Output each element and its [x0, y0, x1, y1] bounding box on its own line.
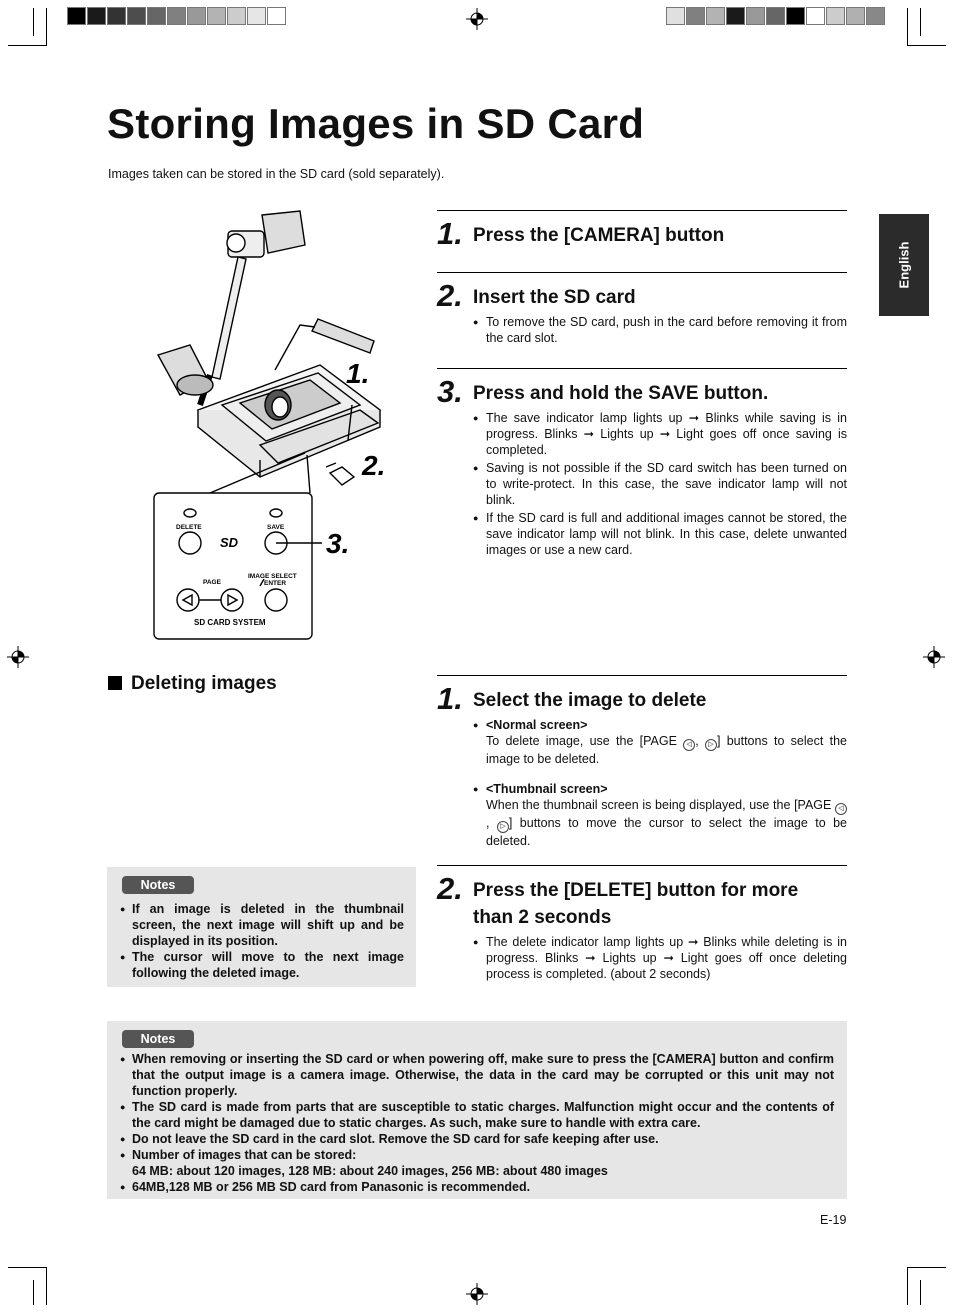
- color-swatch: [107, 7, 126, 25]
- thumbnail-screen-label: <Thumbnail screen>: [486, 782, 608, 796]
- divider: [437, 210, 847, 211]
- thumb-text-b: ] buttons to move the cursor to select the image to be deleted.: [486, 816, 847, 848]
- crop-mark: [920, 1280, 921, 1305]
- crop-mark: [8, 1267, 46, 1268]
- delete-step-1: [437, 683, 847, 851]
- step-1: [437, 218, 847, 249]
- color-swatch: [127, 7, 146, 25]
- step-number: 1.: [437, 681, 463, 716]
- step-3: [437, 376, 847, 560]
- step-2: [437, 280, 847, 348]
- color-swatch: [247, 7, 266, 25]
- color-swatch: [227, 7, 246, 25]
- visual-presenter-illustration: [150, 205, 410, 645]
- page-left-icon: ◁: [683, 739, 695, 751]
- save-label: SAVE: [267, 524, 285, 531]
- list-item: [120, 1147, 834, 1179]
- thumb-text-a: When the thumbnail screen is being displayed, use the [PAGE: [486, 798, 835, 812]
- image-select-label: IMAGE SELECT: [248, 573, 297, 580]
- color-swatch: [786, 7, 805, 25]
- color-swatch: [87, 7, 106, 25]
- divider: [437, 272, 847, 273]
- color-swatch: [746, 7, 765, 25]
- registration-mark: [466, 8, 488, 30]
- color-swatch: [726, 7, 745, 25]
- section-heading-text: Deleting images: [131, 673, 277, 694]
- normal-text-a: To delete image, use the [PAGE: [486, 734, 684, 748]
- list-item: ● Do not leave the SD card in the card slot. Remove the SD card for safe keeping after use.: [120, 1131, 834, 1147]
- separator: ,: [695, 734, 705, 748]
- step-heading: Insert the SD card: [473, 287, 636, 308]
- list-item: ● The SD card is made from parts that are susceptible to static charges. Malfunction might occur and the contents of the card might be damaged due to static charges. As such, make sure to handle with extra care.: [120, 1099, 834, 1131]
- storage-heading: Number of images that can be stored:: [132, 1148, 357, 1162]
- normal-screen-label: <Normal screen>: [486, 718, 588, 732]
- divider: [437, 865, 847, 866]
- crop-mark: [33, 1280, 34, 1305]
- color-swatch: [666, 7, 685, 25]
- crop-mark: [46, 1267, 47, 1305]
- crop-mark: [33, 8, 34, 36]
- notes-label: Notes: [122, 876, 194, 894]
- normal-text-b: ] buttons to select the image to be deleted.: [486, 734, 847, 766]
- callout-3: 3.: [326, 528, 350, 559]
- page-title: Storing Images in SD Card: [107, 100, 645, 147]
- color-swatch: [846, 7, 865, 25]
- callout-1: 1.: [346, 358, 370, 389]
- registration-mark: [7, 646, 29, 668]
- crop-mark: [907, 8, 908, 46]
- list-item: ● If an image is deleted in the thumbnail screen, the next image will shift up and be displayed in its position.: [120, 901, 404, 949]
- crop-mark: [907, 1267, 908, 1305]
- delete-label: DELETE: [176, 524, 202, 531]
- bottom-notes-box: [107, 1021, 847, 1199]
- list-item: [473, 717, 847, 767]
- color-swatch: [766, 7, 785, 25]
- step-number: 3.: [437, 374, 463, 409]
- step-heading: Press the [DELETE] button for more than 2 seconds: [473, 880, 799, 928]
- list-item: ● To remove the SD card, push in the card before removing it from the card slot.: [473, 314, 847, 346]
- color-swatch: [147, 7, 166, 25]
- color-swatch: [806, 7, 825, 25]
- delete-step-2: [437, 873, 847, 984]
- crop-mark: [8, 45, 46, 46]
- color-swatch: [187, 7, 206, 25]
- step-number: 1.: [437, 216, 463, 251]
- page-number: E-19: [820, 1213, 847, 1227]
- list-item: ● The cursor will move to the next image following the deleted image.: [120, 949, 404, 981]
- color-swatch: [167, 7, 186, 25]
- step-heading: Select the image to delete: [473, 690, 707, 711]
- step-number: 2.: [437, 278, 463, 313]
- language-tab: [879, 214, 929, 316]
- color-swatch: [67, 7, 86, 25]
- section-heading: [108, 673, 277, 695]
- enter-label: ENTER: [264, 580, 287, 587]
- language-tab-label: English: [896, 241, 912, 289]
- square-bullet-icon: [108, 676, 122, 690]
- storage-line: 64 MB: about 120 images, 128 MB: about 240 images, 256 MB: about 480 images: [132, 1164, 608, 1178]
- crop-mark: [908, 1267, 946, 1268]
- list-item: ● Saving is not possible if the SD card switch has been turned on to write-protect. In this case, the save indicator lamp will not blink.: [473, 460, 847, 508]
- list-item: ● The delete indicator lamp lights up ➞ Blinks while deleting is in progress. Blinks ➞ Lights up ➞ Light goes off once deleting process is completed. (about 2 seconds): [473, 934, 847, 982]
- notes-label: Notes: [122, 1030, 194, 1048]
- step-heading: Press the [CAMERA] button: [473, 225, 725, 246]
- color-swatch: [207, 7, 226, 25]
- crop-mark: [908, 45, 946, 46]
- sd-logo: SD: [220, 535, 239, 550]
- intro-text: Images taken can be stored in the SD card (sold separately).: [108, 167, 445, 181]
- page-left-icon: ◁: [835, 803, 847, 815]
- separator: ,: [486, 816, 497, 830]
- callout-2: 2.: [362, 450, 386, 481]
- step-heading: Press and hold the SAVE button.: [473, 383, 769, 404]
- list-item: ● The save indicator lamp lights up ➞ Blinks while saving is in progress. Blinks ➞ Lights up ➞ Light goes off once saving is completed.: [473, 410, 847, 458]
- divider: [437, 368, 847, 369]
- color-swatch: [826, 7, 845, 25]
- list-item: [473, 781, 847, 849]
- page-right-icon: ▷: [705, 739, 717, 751]
- color-swatch: [267, 7, 286, 25]
- page-right-icon: ▷: [497, 821, 509, 833]
- notes-box: [107, 867, 416, 987]
- panel-footer: SD CARD SYSTEM: [194, 618, 266, 627]
- registration-mark: [923, 646, 945, 668]
- color-swatch: [706, 7, 725, 25]
- step-number: 2.: [437, 871, 463, 906]
- page-label: PAGE: [203, 579, 221, 586]
- list-item: ● 64MB,128 MB or 256 MB SD card from Panasonic is recommended.: [120, 1179, 834, 1195]
- list-item: ● If the SD card is full and additional images cannot be stored, the save indicator lamp will not blink. In this case, delete unwanted images or use a new card.: [473, 510, 847, 558]
- color-swatch: [866, 7, 885, 25]
- list-item: ● When removing or inserting the SD card or when powering off, make sure to press the [CAMERA] button and confirm that the output image is a camera image. Otherwise, the data in the card may be corrupted or this unit may not function properly.: [120, 1051, 834, 1099]
- registration-mark: [466, 1283, 488, 1305]
- crop-mark: [46, 8, 47, 46]
- crop-mark: [920, 8, 921, 36]
- color-swatch: [686, 7, 705, 25]
- divider: [437, 675, 847, 676]
